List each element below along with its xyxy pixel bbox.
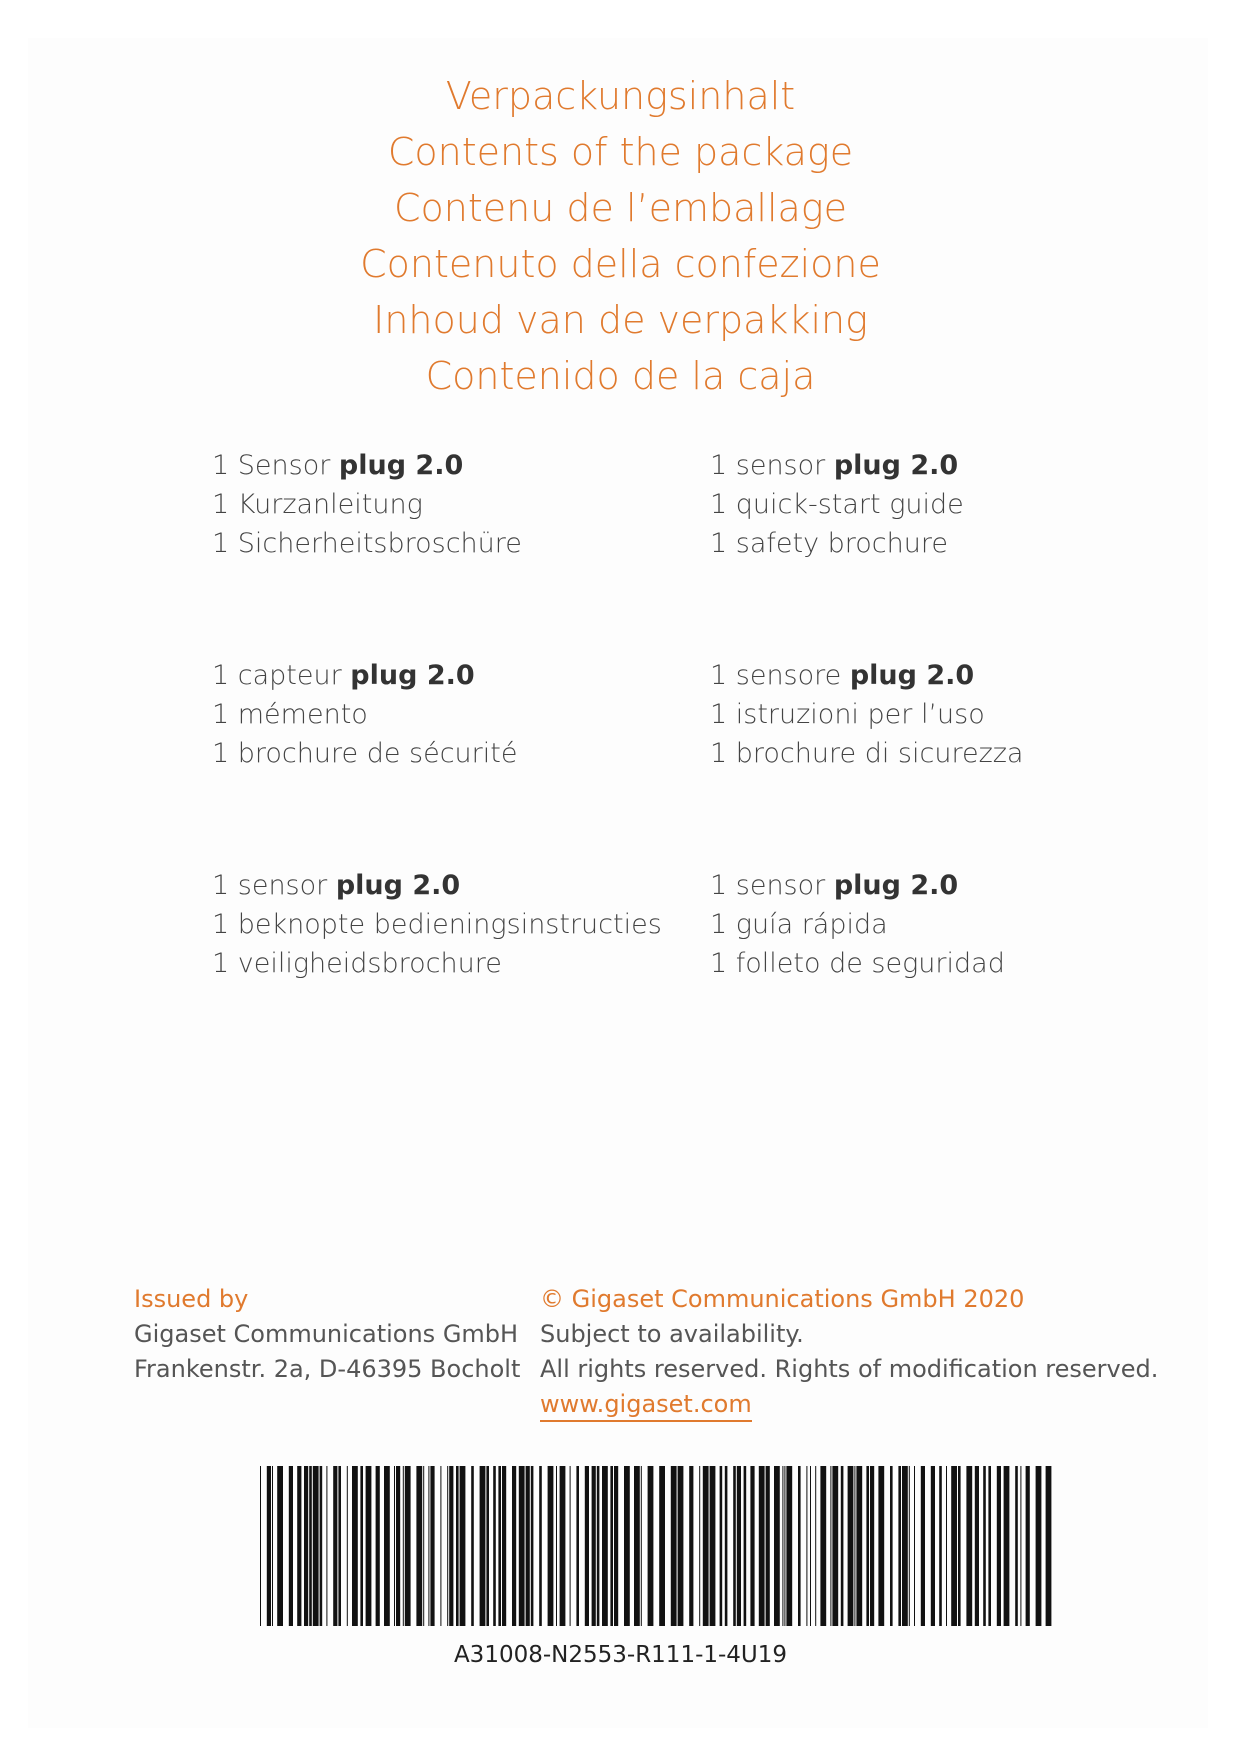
list-item: 1 Sensor plug 2.0 bbox=[212, 450, 464, 481]
barcode-bar bbox=[297, 1466, 301, 1626]
barcode-bar bbox=[289, 1466, 293, 1626]
barcode-bar bbox=[570, 1466, 571, 1626]
barcode-bar bbox=[848, 1466, 854, 1626]
barcode-bar bbox=[958, 1466, 961, 1626]
barcode-bar bbox=[737, 1466, 741, 1626]
list-item: 1 istruzioni per l’uso bbox=[710, 699, 985, 730]
barcode-bar bbox=[806, 1466, 807, 1626]
barcode-bar bbox=[539, 1466, 542, 1626]
barcode-bar bbox=[526, 1466, 530, 1626]
list-item: 1 Kurzanleitung bbox=[212, 489, 423, 520]
barcode-bar bbox=[610, 1466, 613, 1626]
barcode-bar bbox=[931, 1466, 935, 1626]
contents-list-it bbox=[710, 656, 1023, 773]
barcode-bar bbox=[460, 1466, 466, 1626]
contents-list-es bbox=[710, 866, 1005, 983]
barcode-bar bbox=[810, 1466, 811, 1626]
barcode-bar bbox=[416, 1466, 422, 1626]
list-item: 1 brochure di sicurezza bbox=[710, 738, 1024, 769]
barcode-bar bbox=[531, 1466, 534, 1626]
barcode-bar bbox=[699, 1466, 700, 1626]
barcode-bar bbox=[267, 1466, 271, 1626]
list-item: 1 brochure de sécurité bbox=[212, 738, 518, 769]
company-name: Gigaset Communications GmbH bbox=[134, 1320, 519, 1348]
barcode-bar bbox=[671, 1466, 677, 1626]
barcode-bar bbox=[597, 1466, 600, 1626]
list-item: 1 veiligheidsbrochure bbox=[212, 948, 502, 979]
barcode-bar bbox=[1020, 1466, 1021, 1626]
barcode-bar bbox=[614, 1466, 618, 1626]
barcode-bar bbox=[856, 1466, 862, 1626]
legal-block bbox=[540, 1282, 1158, 1422]
barcode-bar bbox=[870, 1466, 874, 1626]
title-es: Contenido de la caja bbox=[425, 354, 816, 398]
barcode-bar bbox=[423, 1466, 424, 1626]
barcode-bar bbox=[548, 1466, 554, 1626]
barcode-bar bbox=[983, 1466, 986, 1626]
barcode-bar bbox=[585, 1466, 589, 1626]
barcode-bar bbox=[376, 1466, 380, 1626]
barcode-bar bbox=[744, 1466, 747, 1626]
barcode-bar bbox=[502, 1466, 506, 1626]
barcode-bar bbox=[384, 1466, 390, 1626]
list-item: 1 mémento bbox=[212, 699, 368, 730]
barcode-bar bbox=[440, 1466, 441, 1626]
barcode-bar bbox=[914, 1466, 915, 1626]
barcode-bar bbox=[313, 1466, 319, 1626]
barcode-bar bbox=[750, 1466, 754, 1626]
barcode-bar bbox=[966, 1466, 972, 1626]
barcode-bar bbox=[784, 1466, 785, 1626]
barcode-bar bbox=[815, 1466, 816, 1626]
barcode-bar bbox=[326, 1466, 327, 1626]
barcode-bar bbox=[309, 1466, 312, 1626]
title-nl: Inhoud van de verpakking bbox=[373, 298, 868, 342]
barcode-bar bbox=[1046, 1466, 1052, 1626]
list-item: 1 capteur plug 2.0 bbox=[212, 660, 475, 691]
barcode-bar bbox=[592, 1466, 596, 1626]
list-item: 1 Sicherheitsbroschüre bbox=[212, 528, 522, 559]
barcode-bar bbox=[634, 1466, 640, 1626]
barcode-bar bbox=[333, 1466, 337, 1626]
barcode-bar bbox=[951, 1466, 957, 1626]
barcode-bar bbox=[786, 1466, 792, 1626]
company-address: Frankenstr. 2a, D-46395 Bocholt bbox=[134, 1355, 521, 1383]
list-item: 1 sensore plug 2.0 bbox=[710, 660, 975, 691]
list-item: 1 beknopte bedieningsinstructies bbox=[212, 909, 662, 940]
rights-notice: All rights reserved. Rights of modification reserved. bbox=[540, 1355, 1159, 1383]
barcode-bar bbox=[428, 1466, 429, 1626]
barcode-bar bbox=[909, 1466, 910, 1626]
barcode-bar bbox=[641, 1466, 642, 1626]
copyright-notice: © Gigaset Communications GmbH 2020 bbox=[540, 1285, 1025, 1313]
barcode-bar bbox=[997, 1466, 1001, 1626]
barcode-bar bbox=[946, 1466, 947, 1626]
barcode-bar bbox=[841, 1466, 844, 1626]
barcode-bar bbox=[710, 1466, 716, 1626]
availability-notice: Subject to availability. bbox=[540, 1320, 804, 1348]
barcode-image bbox=[260, 1466, 1060, 1626]
barcode-bar bbox=[854, 1466, 855, 1626]
barcode-bar bbox=[447, 1466, 448, 1626]
barcode-bar bbox=[1036, 1466, 1042, 1626]
contents-list-de bbox=[212, 446, 522, 563]
barcode-bar bbox=[403, 1466, 404, 1626]
barcode-bar bbox=[830, 1466, 831, 1626]
barcode-bar bbox=[360, 1466, 363, 1626]
barcode-bar bbox=[480, 1466, 486, 1626]
barcode-bar bbox=[725, 1466, 728, 1626]
barcode-bar bbox=[820, 1466, 826, 1626]
barcode-bar bbox=[366, 1466, 372, 1626]
barcode-bar bbox=[352, 1466, 358, 1626]
contents-list-fr bbox=[212, 656, 517, 773]
contents-list-en bbox=[710, 446, 964, 563]
barcode-bar bbox=[430, 1466, 434, 1626]
barcode-bar bbox=[512, 1466, 516, 1626]
barcode-bar bbox=[556, 1466, 557, 1626]
barcode-bar bbox=[939, 1466, 942, 1626]
barcode-bar bbox=[689, 1466, 693, 1626]
barcode-number: A31008-N2553-R111-1-4U19 bbox=[453, 1642, 788, 1668]
title-de: Verpackungsinhalt bbox=[445, 74, 796, 118]
barcode-bar bbox=[759, 1466, 765, 1626]
barcode-bar bbox=[720, 1466, 723, 1626]
barcode-bar bbox=[471, 1466, 474, 1626]
barcode-bar bbox=[320, 1466, 323, 1626]
list-item: 1 sensor plug 2.0 bbox=[212, 870, 461, 901]
barcode-bar bbox=[394, 1466, 395, 1626]
barcode-bar bbox=[560, 1466, 566, 1626]
barcode-bar bbox=[766, 1466, 770, 1626]
barcode-bar bbox=[1026, 1466, 1030, 1626]
barcode-bar bbox=[498, 1466, 501, 1626]
title-it: Contenuto della confezione bbox=[360, 242, 881, 286]
barcode-bar bbox=[602, 1466, 608, 1626]
barcode-bar bbox=[519, 1466, 525, 1626]
barcode-bar bbox=[405, 1466, 411, 1626]
title-fr: Contenu de l’emballage bbox=[394, 186, 847, 230]
barcode-bar bbox=[902, 1466, 908, 1626]
title-en: Contents of the package bbox=[387, 130, 854, 174]
list-item: 1 safety brochure bbox=[710, 528, 948, 559]
barcode-bar bbox=[703, 1466, 709, 1626]
barcode-bar bbox=[456, 1466, 459, 1626]
list-item: 1 folleto de seguridad bbox=[710, 948, 1005, 979]
barcode-bar bbox=[733, 1466, 736, 1626]
barcode-bar bbox=[890, 1466, 893, 1626]
barcode-bar bbox=[878, 1466, 884, 1626]
barcode-bar bbox=[272, 1466, 273, 1626]
barcode-bar bbox=[1004, 1466, 1010, 1626]
barcode-bar bbox=[898, 1466, 901, 1626]
issuer-block bbox=[134, 1282, 520, 1387]
barcode-bar bbox=[576, 1466, 579, 1626]
barcode-bar bbox=[304, 1466, 308, 1626]
barcode-bar bbox=[347, 1466, 348, 1626]
barcode-bar bbox=[659, 1466, 665, 1626]
barcode-bar bbox=[774, 1466, 780, 1626]
title-block bbox=[0, 68, 1241, 404]
barcode-bar bbox=[624, 1466, 630, 1626]
list-item: 1 sensor plug 2.0 bbox=[710, 450, 959, 481]
list-item: 1 sensor plug 2.0 bbox=[710, 870, 959, 901]
barcode-bar bbox=[486, 1466, 489, 1626]
barcode-bar bbox=[449, 1466, 453, 1626]
barcode-bar bbox=[648, 1466, 654, 1626]
barcode-bar bbox=[277, 1466, 283, 1626]
barcode-bar bbox=[782, 1466, 783, 1626]
barcode-bar bbox=[338, 1466, 341, 1626]
list-item: 1 quick-start guide bbox=[710, 489, 964, 520]
list-item: 1 guía rápida bbox=[710, 909, 888, 940]
barcode-bar bbox=[921, 1466, 925, 1626]
issued-by-label: Issued by bbox=[134, 1285, 249, 1313]
contents-list-nl bbox=[212, 866, 662, 983]
barcode-bar bbox=[493, 1466, 496, 1626]
website-link[interactable]: www.gigaset.com bbox=[540, 1390, 752, 1422]
barcode-bar bbox=[1015, 1466, 1018, 1626]
barcode-bar bbox=[866, 1466, 869, 1626]
barcode-bar bbox=[260, 1466, 261, 1626]
barcode-bar bbox=[396, 1466, 400, 1626]
barcode-bar bbox=[975, 1466, 979, 1626]
barcode-bar bbox=[798, 1466, 801, 1626]
barcode-bar bbox=[832, 1466, 838, 1626]
barcode-bar bbox=[678, 1466, 684, 1626]
barcode-bar bbox=[988, 1466, 991, 1626]
